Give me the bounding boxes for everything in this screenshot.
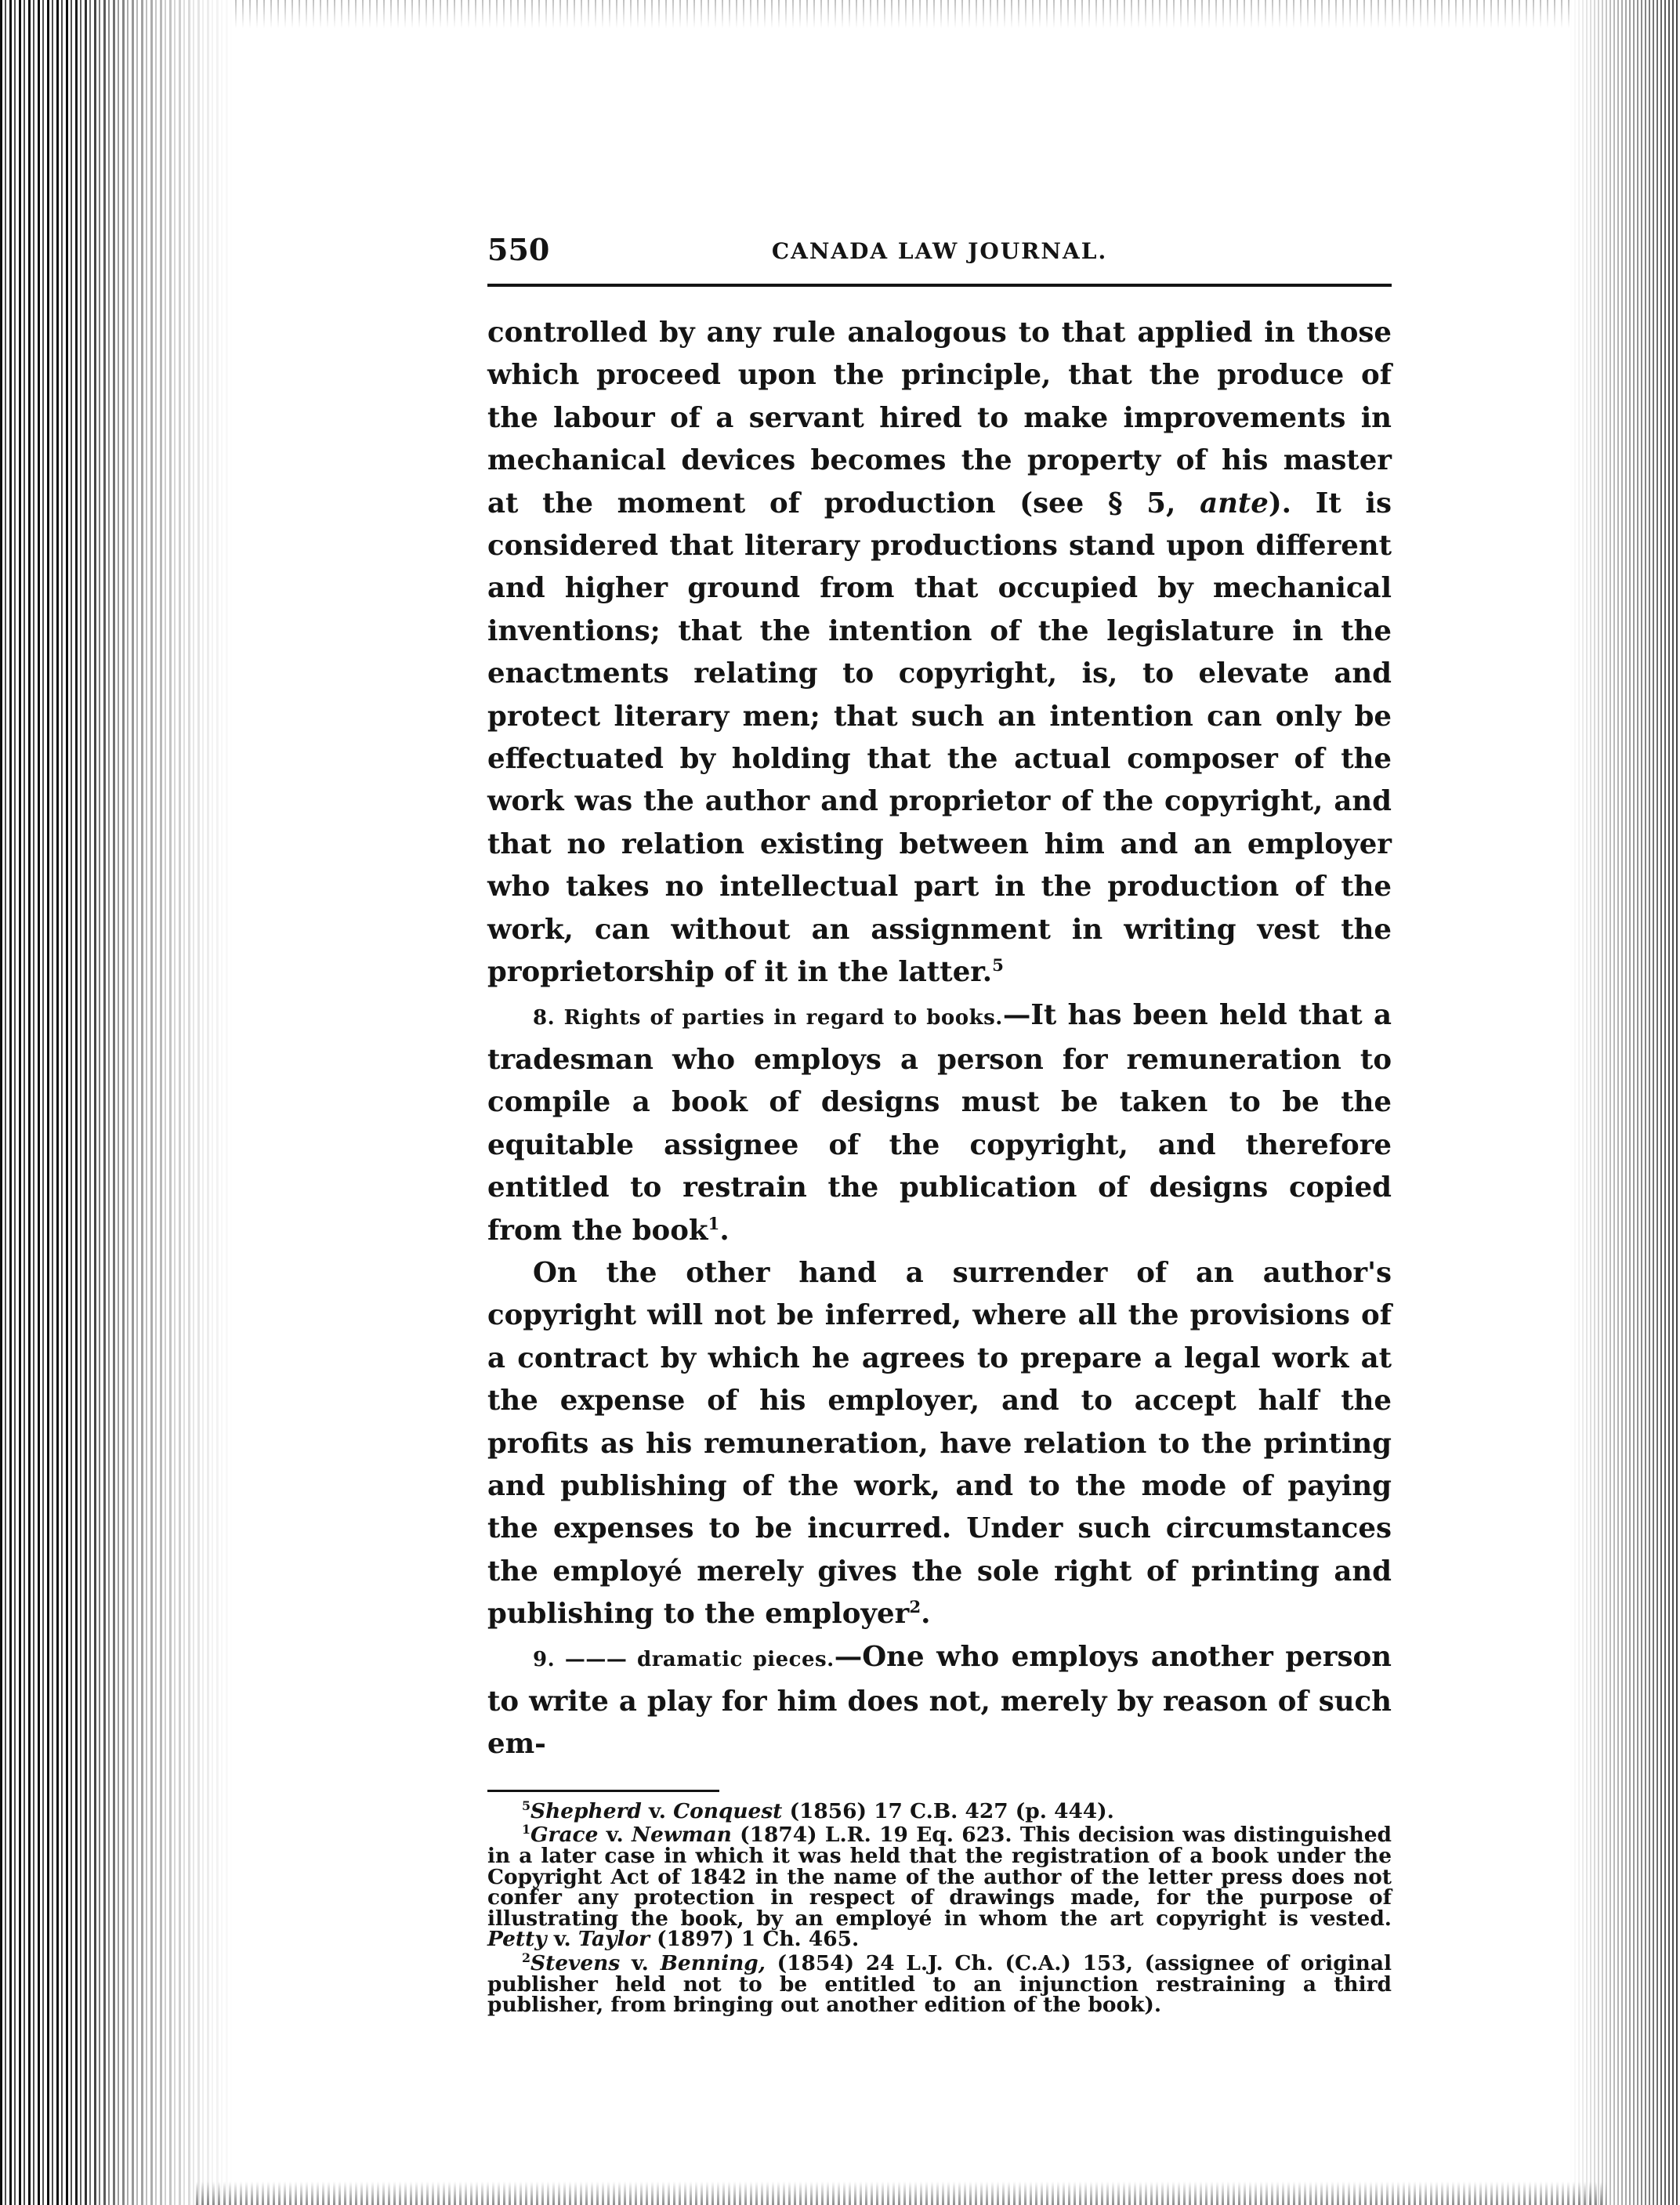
body-text [487,312,1392,1766]
footnote-2-text: (1854) 24 L.J. Ch. (C.A.) 153, (assignee of original publisher held not to be entitled to an injunction restraining a third publisher, from bringing out another edition of the book). [487,1950,1392,2018]
footnote-5-case-b: Conquest [673,1798,783,1823]
paragraph-2-end: . [719,1214,730,1247]
footnote-1 [487,1822,1392,1952]
footnote-2-case-b: Benning, [660,1950,766,1975]
footnote-mark-2: 2 [522,1950,531,1966]
footnote-1-citation: (1897) 1 Ch. 465. [649,1927,860,1952]
top-edge-noise [235,0,1570,28]
footnote-ref-1: 1 [708,1214,720,1234]
header-rule [487,284,1392,287]
footnote-mark-1: 1 [522,1822,531,1838]
paragraph-1-text-a: controlled by any rule analogous to that applied in those which proceed upon the principle, that the produce of the labour of a servant hired to make improvements in mechanical devices becomes the property of his master at the moment of production (see § 5, [487,317,1392,520]
footnote-1-case-d: Taylor [578,1927,650,1952]
paragraph-1-italic: ante [1200,487,1269,520]
footnote-2 [487,1950,1392,2018]
footnote-5-v: v. [641,1798,674,1823]
footnote-ref-2: 2 [909,1598,921,1618]
journal-page [487,227,1392,2019]
paragraph-4-text: —One who employs another person to write a play for him does not, merely by reason of such em- [487,1640,1392,1761]
paragraph-3-end: . [921,1598,931,1631]
paragraph-2 [487,994,1392,1252]
book-spine-shadow [0,0,235,2205]
paragraph-4 [487,1636,1392,1766]
paragraph-2-text: —It has been held that a tradesman who employs a person for remuneration to compile a book of designs must be taken to be the equitable assignee of the copyright, and therefore entitled to restrain the publication of designs copied from the book [487,998,1392,1247]
footnote-1-text: (1874) L.R. 19 Eq. 623. This decision was distinguished in a later case in which it was held that the registration of a book under the Copyright Act of 1842 in the name of the author of the letter press does not confer any protection in respect of drawings made, for the purpose of illustrating the book, by an employé in whom the art copyright is vested. [487,1823,1392,1931]
page-number: 550 [487,232,550,267]
section-heading-9: 9. ——— dramatic pieces. [533,1647,835,1671]
footnote-2-case-a: Stevens [530,1950,621,1975]
footnote-1-v2: v. [546,1927,578,1952]
paragraph-1 [487,312,1392,994]
paragraph-3-text: On the other hand a surrender of an author's copyright will not be inferred, where all the provisions of a contract by which he agrees to prepare a legal work at the expense of his employer, and to accept half the profits as his remuneration, have relation to the printing and publishing of the work, and to the mode of paying the expenses to be incurred. Under such circumstances the employé merely gives the sole right of printing and publishing to the employer [487,1256,1392,1631]
footnote-1-case-a: Grace [530,1823,599,1848]
section-heading-8: 8. Rights of parties in regard to books. [533,1005,1003,1030]
journal-title: CANADA LAW JOURNAL. [771,238,1108,264]
footnote-rule [487,1790,719,1792]
footnote-5 [487,1798,1392,1823]
footnote-2-v: v. [620,1950,661,1975]
footnote-ref-5: 5 [992,956,1004,976]
footnote-1-case-b: Newman [631,1823,732,1848]
footnote-1-v: v. [598,1823,632,1848]
paragraph-1-text-b: ). It is considered that literary productions stand upon different and higher ground from that occupied by mechanical inventions; that the intention of the legislature in the enactments relating to copyright, is, to elevate and protect literary men; that such an intention can only be effectuated by holding that the actual composer of the work was the author and proprietor of the copyright, and that no relation existing between him and an employer who takes no intellectual part in the production of the work, can without an assignment in writing vest the proprietorship of it in the latter. [487,487,1392,989]
footnote-5-case-a: Shepherd [530,1798,642,1823]
paragraph-3 [487,1252,1392,1636]
footnote-1-case-c: Petty [487,1927,547,1952]
footnote-5-citation: (1856) 17 C.B. 427 (p. 444). [782,1798,1114,1823]
footnote-mark-5: 5 [522,1798,531,1814]
running-head [487,227,1392,274]
footnotes [487,1798,1392,2018]
bottom-edge-noise [196,2181,1606,2205]
page-edge-shadow [1570,0,1680,2205]
